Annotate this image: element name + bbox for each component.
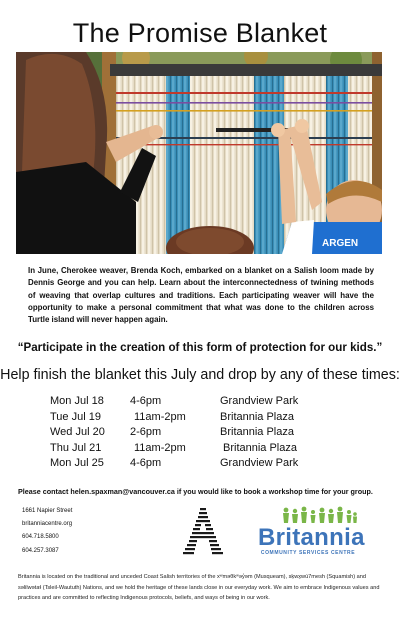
a-letter-logo [178, 506, 228, 556]
quote: “Participate in the creation of this form of protection for our kids.” [17, 341, 383, 354]
intro-paragraph: In June, Cherokee weaver, Brenda Koch, embarked on a blanket on a Salish loom made by Dennis George and you can help. Learn about the interconnectedness of twining methods of weaving that overlap cultures and traditions. Each participating weaver will have the opportunity to make a personal commitment that what was done to the children across Turtle island will never happen again. [28, 266, 374, 325]
weaving-photo [16, 52, 382, 254]
schedule-time: 2-6pm [130, 426, 162, 439]
shirt-text: ARGEN [322, 238, 359, 249]
phone-number: 604.257.3087 [22, 547, 59, 554]
street-address: 1661 Napier Street [22, 508, 73, 514]
schedule-place: Grandview Park [220, 395, 299, 407]
britannia-logo [256, 506, 365, 558]
logo-subtitle: COMMUNITY SERVICES CENTRE [260, 550, 356, 556]
schedule-place: Grandview Park [220, 457, 299, 470]
schedule-day: Mon Jul 18 [50, 395, 104, 407]
schedule-place: Britannia Plaza [220, 410, 294, 423]
schedule-day: Mon Jul 25 [50, 457, 104, 470]
schedule-day: Thu Jul 21 [50, 441, 102, 454]
schedule-place: Britannia Plaza [223, 441, 297, 454]
address-block [22, 505, 72, 558]
poster-title: The Promise Blanket [72, 18, 328, 48]
phone-number: 604.718.5800 [22, 534, 59, 541]
schedule-time: 11am-2pm [134, 441, 186, 454]
land-acknowledgement: Britannia is located on the traditional and unceded Coast Salish territories of the xʷməθkʷəy̓əm (Musqueam), sḵwx̱wú7mesh (Squamish) and səlilwətaɬ (Tsleil-Waututh) Nations, and we hold the heritage of these lands close in our everyday work. We aim to embrace Indigenous values and practices and are committed to reflecting Indigenous protocols, beliefs, and ways of being in our work. [18, 574, 380, 602]
call-to-action: Help finish the blanket this July and drop by any of these times: [0, 367, 400, 383]
people-icon [282, 506, 358, 524]
contact-line: Please contact helen.spaxman@vancouver.ca if you would like to book a workshop time for your group. [18, 487, 373, 496]
schedule-day: Wed Jul 20 [50, 426, 105, 439]
schedule-time: 4-6pm [130, 457, 162, 470]
logo-name: Britannia [258, 524, 365, 551]
schedule-place: Britannia Plaza [220, 426, 294, 439]
schedule-time: 11am-2pm [134, 410, 186, 423]
schedule-time: 4-6pm [130, 395, 162, 407]
schedule-day: Tue Jul 19 [50, 410, 101, 423]
website-link[interactable]: britanniacentre.org [22, 521, 73, 528]
